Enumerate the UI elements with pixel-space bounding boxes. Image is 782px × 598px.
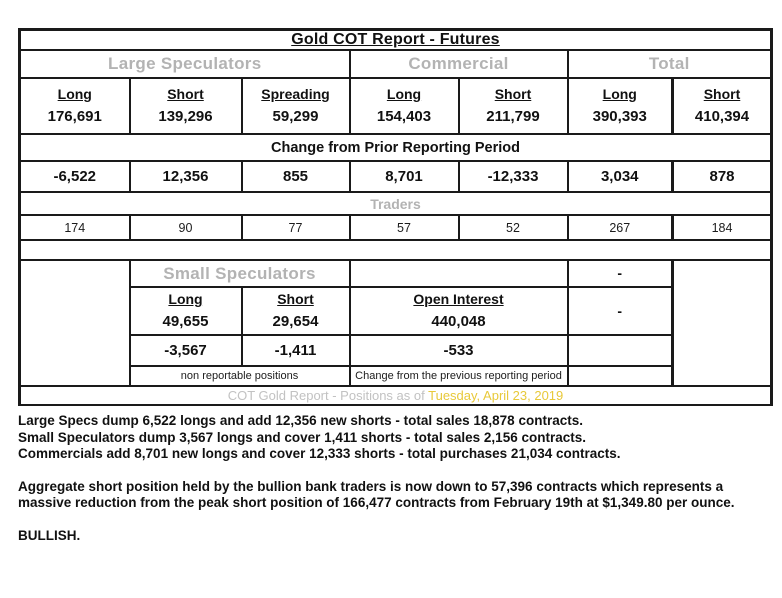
large-specs-summary-line: Large Specs dump 6,522 longs and add 12,356 new shorts - total sales 18,878 contracts.	[18, 413, 583, 428]
traders-values-row	[20, 215, 772, 240]
small-spec-short-value: 29,654	[272, 313, 319, 330]
small-spec-positions-row	[20, 287, 772, 335]
traders-total-long: 267	[568, 215, 673, 240]
col-header-long: Long	[386, 86, 422, 102]
footer-date: Tuesday, April 23, 2019	[428, 388, 564, 403]
spacer-row	[20, 240, 772, 260]
title-row	[20, 30, 772, 51]
change-values-row	[20, 161, 772, 192]
small-spec-label-row	[20, 260, 772, 287]
dash-cell-mid: -	[568, 287, 673, 335]
small-spec-short-header: Short	[277, 291, 314, 307]
commentary-section	[18, 413, 770, 544]
cell-small-spec-long	[130, 287, 242, 335]
small-spec-long-header: Long	[168, 291, 203, 307]
value-total-long: 390,393	[592, 108, 647, 125]
change-total-long: 3,034	[568, 161, 673, 192]
change-large-spec-spreading: 855	[242, 161, 350, 192]
cell-open-interest	[350, 287, 568, 335]
value-total-short: 410,394	[694, 108, 750, 125]
group-header-row	[20, 50, 772, 78]
footer-prefix: COT Gold Report - Positions as of	[227, 388, 425, 403]
verdict-text: BULLISH.	[18, 527, 81, 543]
report-title-cell	[20, 30, 772, 51]
group-commercial: Commercial	[350, 50, 568, 78]
change-section-label: Change from Prior Reporting Period	[20, 134, 772, 161]
footer-row	[20, 386, 772, 405]
change-commercial-long: 8,701	[350, 161, 459, 192]
traders-total-short: 184	[673, 215, 772, 240]
small-spec-left-empty-cell	[20, 260, 130, 386]
small-spec-short-change: -1,411	[242, 335, 350, 366]
value-large-spec-short: 139,296	[158, 108, 213, 125]
col-header-spreading: Spreading	[261, 86, 330, 102]
report-title: Gold COT Report - Futures	[291, 31, 500, 48]
value-large-spec-spreading: 59,299	[272, 108, 319, 125]
cell-total-long	[568, 78, 673, 134]
group-total: Total	[568, 50, 772, 78]
open-interest-value: 440,048	[431, 313, 486, 330]
small-spec-change-row	[20, 335, 772, 366]
traders-large-spec-long: 174	[20, 215, 130, 240]
group-large-speculators: Large Speculators	[20, 50, 350, 78]
dash-cell-top: -	[568, 260, 673, 287]
value-large-spec-long: 176,691	[47, 108, 102, 125]
cell-small-spec-short	[242, 287, 350, 335]
change-caption: Change from the previous reporting period	[350, 366, 568, 386]
spacer-cell	[20, 240, 772, 260]
non-reportable-caption: non reportable positions	[130, 366, 350, 386]
change-commercial-short: -12,333	[459, 161, 568, 192]
cot-report-table	[18, 28, 773, 406]
aggregate-paragraph: Aggregate short position held by the bullion bank traders is now down to 57,396 contracts which represents a massive reduction from the peak short position of 166,477 contracts from February 19th at $1,349.80 per ounce.	[18, 478, 735, 510]
change-section-row	[20, 134, 772, 161]
change-total-short: 878	[673, 161, 772, 192]
small-spec-right-empty-cell	[673, 260, 772, 386]
cell-large-spec-long	[20, 78, 130, 134]
col-header-long: Long	[57, 86, 92, 102]
small-speculators-label: Small Speculators	[130, 260, 350, 287]
cell-large-spec-short	[130, 78, 242, 134]
traders-large-spec-spreading: 77	[242, 215, 350, 240]
small-spec-long-change: -3,567	[130, 335, 242, 366]
col-header-short: Short	[703, 86, 741, 102]
col-header-long: Long	[602, 86, 637, 102]
open-interest-change: -533	[350, 335, 568, 366]
traders-commercial-short: 52	[459, 215, 568, 240]
captions-row	[20, 366, 772, 386]
positions-row	[20, 78, 772, 134]
col-header-short: Short	[494, 86, 532, 102]
change-large-spec-short: 12,356	[130, 161, 242, 192]
cell-total-short	[673, 78, 772, 134]
traders-section-label: Traders	[20, 192, 772, 215]
cell-commercial-short	[459, 78, 568, 134]
value-commercial-short: 211,799	[486, 108, 540, 125]
commercials-summary-line: Commercials add 8,701 new longs and cover 12,333 shorts - total purchases 21,034 contracts.	[18, 446, 621, 461]
traders-large-spec-short: 90	[130, 215, 242, 240]
small-spec-dash-empty-cell	[568, 335, 673, 366]
change-large-spec-long: -6,522	[20, 161, 130, 192]
caption-empty-cell	[568, 366, 673, 386]
cell-large-spec-spreading	[242, 78, 350, 134]
footer-cell	[20, 386, 772, 405]
small-spec-long-value: 49,655	[162, 313, 209, 330]
col-header-short: Short	[167, 86, 204, 102]
cell-commercial-long	[350, 78, 459, 134]
traders-section-row	[20, 192, 772, 215]
small-specs-summary-line: Small Speculators dump 3,567 longs and cover 1,411 shorts - total sales 2,156 contracts.	[18, 429, 586, 445]
open-interest-header: Open Interest	[413, 291, 504, 307]
traders-commercial-long: 57	[350, 215, 459, 240]
summary-paragraph	[18, 413, 770, 463]
value-commercial-long: 154,403	[376, 108, 432, 125]
small-spec-empty-header-cell	[350, 260, 568, 287]
